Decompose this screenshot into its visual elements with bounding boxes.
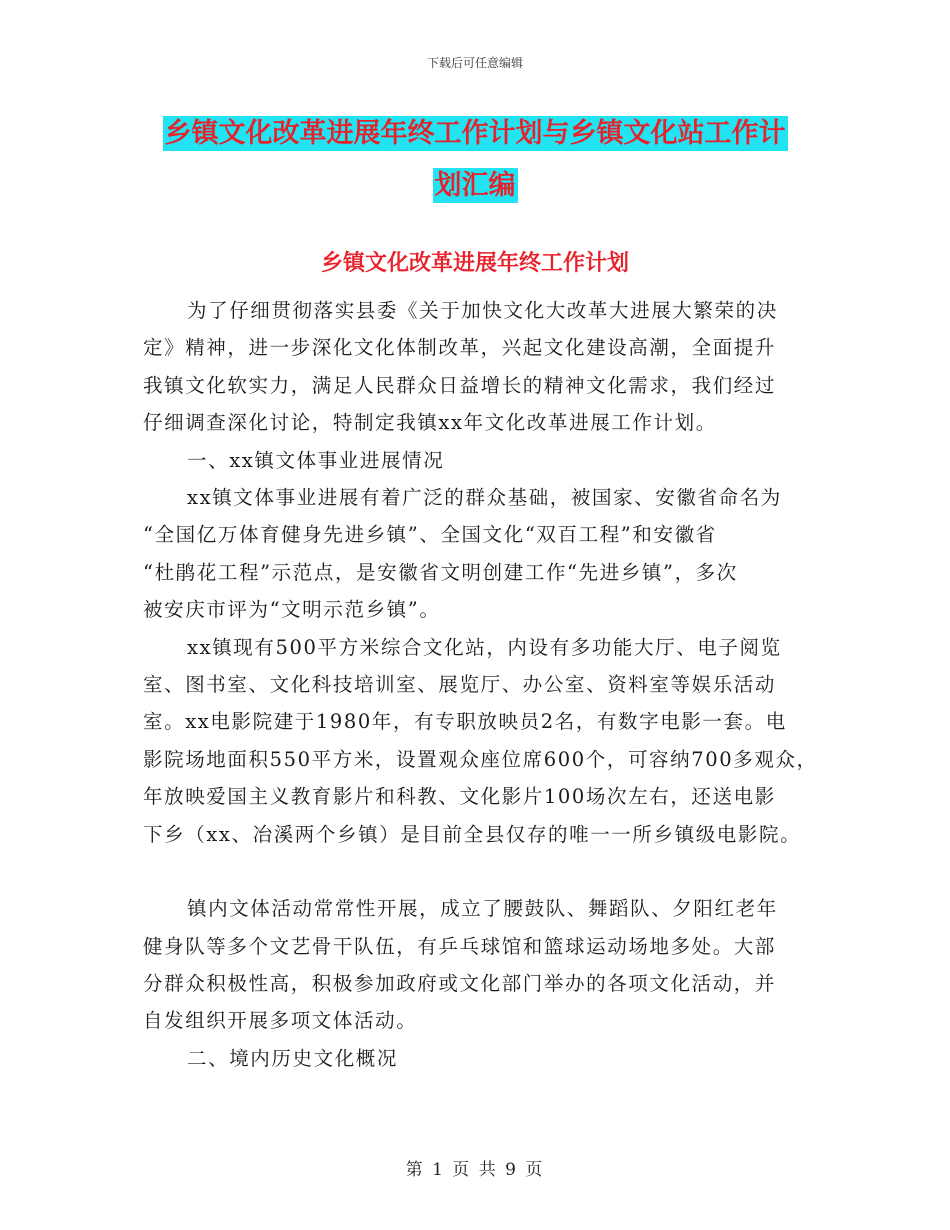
paragraph-line: 二、境内历史文化概况 (187, 1046, 399, 1070)
paragraph-line: xx镇文体事业进展有着广泛的群众基础，被国家、安徽省命名为 (187, 486, 782, 510)
paragraph-line: 为了仔细贯彻落实县委《关于加快文化大改革大进展大繁荣的决 (187, 299, 778, 322)
paragraph-facilities (143, 629, 825, 853)
paragraph-intro (143, 292, 825, 442)
paragraph-line: 室。xx电影院建于1980年，有专职放映员2名，有数字电影一套。电 (143, 710, 787, 734)
paragraph-line: 室、图书室、文化科技培训室、展览厅、办公室、资料室等娱乐活动 (143, 673, 777, 697)
paragraph-line: 我镇文化软实力，满足人民群众日益增长的精神文化需求，我们经过 (143, 373, 777, 397)
paragraph-activities (143, 890, 825, 1040)
document-title (0, 108, 950, 212)
paragraph-line: 自发组织开展多项文体活动。 (143, 1009, 418, 1033)
document-title-line-2: 划汇编 (434, 170, 516, 201)
paragraph-line: 年放映爱国主义教育影片和科教、文化影片100场次左右，还送电影 (143, 785, 776, 809)
page-header-note: 下载后可任意编辑 (426, 56, 523, 70)
paragraph-line: 定》精神，进一步深化文化体制改革，兴起文化建设高潮，全面提升 (143, 336, 777, 360)
document-title-line-1: 乡镇文化改革进展年终工作计划与乡镇文化站工作计 (164, 118, 786, 149)
paragraph-line: “杜鹃花工程”示范点，是安徽省文明创建工作“先进乡镇”，多次 (143, 560, 738, 584)
paragraph-line: 被安庆市评为“文明示范乡镇”。 (143, 598, 441, 622)
paragraph-line: 仔细调查深化讨论，特制定我镇xx年文化改革进展工作计划。 (143, 411, 717, 435)
heading-section-2 (143, 1040, 825, 1077)
paragraph-honors (143, 479, 825, 629)
paragraph-line: 分群众积极性高，积极参加政府或文化部门举办的各项文化活动，并 (143, 971, 777, 995)
paragraph-line: xx镇现有500平方米综合文化站，内设有多功能大厅、电子阅览 (187, 635, 782, 659)
paragraph-line: 一、xx镇文体事业进展情况 (187, 448, 445, 472)
section-title: 乡镇文化改革进展年终工作计划 (320, 251, 629, 276)
document-body (143, 292, 825, 1077)
heading-section-1 (143, 442, 825, 479)
paragraph-spacer (143, 853, 825, 890)
page-number-footer: 第 1 页 共 9 页 (405, 1160, 545, 1180)
paragraph-line: “全国亿万体育健身先进乡镇”、全国文化“双百工程”和安徽省 (143, 523, 717, 547)
paragraph-line: 健身队等多个文艺骨干队伍，有乒乓球馆和篮球运动场地多处。大部 (143, 934, 777, 958)
paragraph-line: 影院场地面积550平方米，设置观众座位席600个，可容纳700多观众， (143, 747, 818, 771)
paragraph-line: 镇内文体活动常常性开展，成立了腰鼓队、舞蹈队、夕阳红老年 (187, 897, 778, 921)
paragraph-line: 下乡（xx、冶溪两个乡镇）是目前全县仅存的唯一一所乡镇级电影院。 (143, 822, 802, 846)
